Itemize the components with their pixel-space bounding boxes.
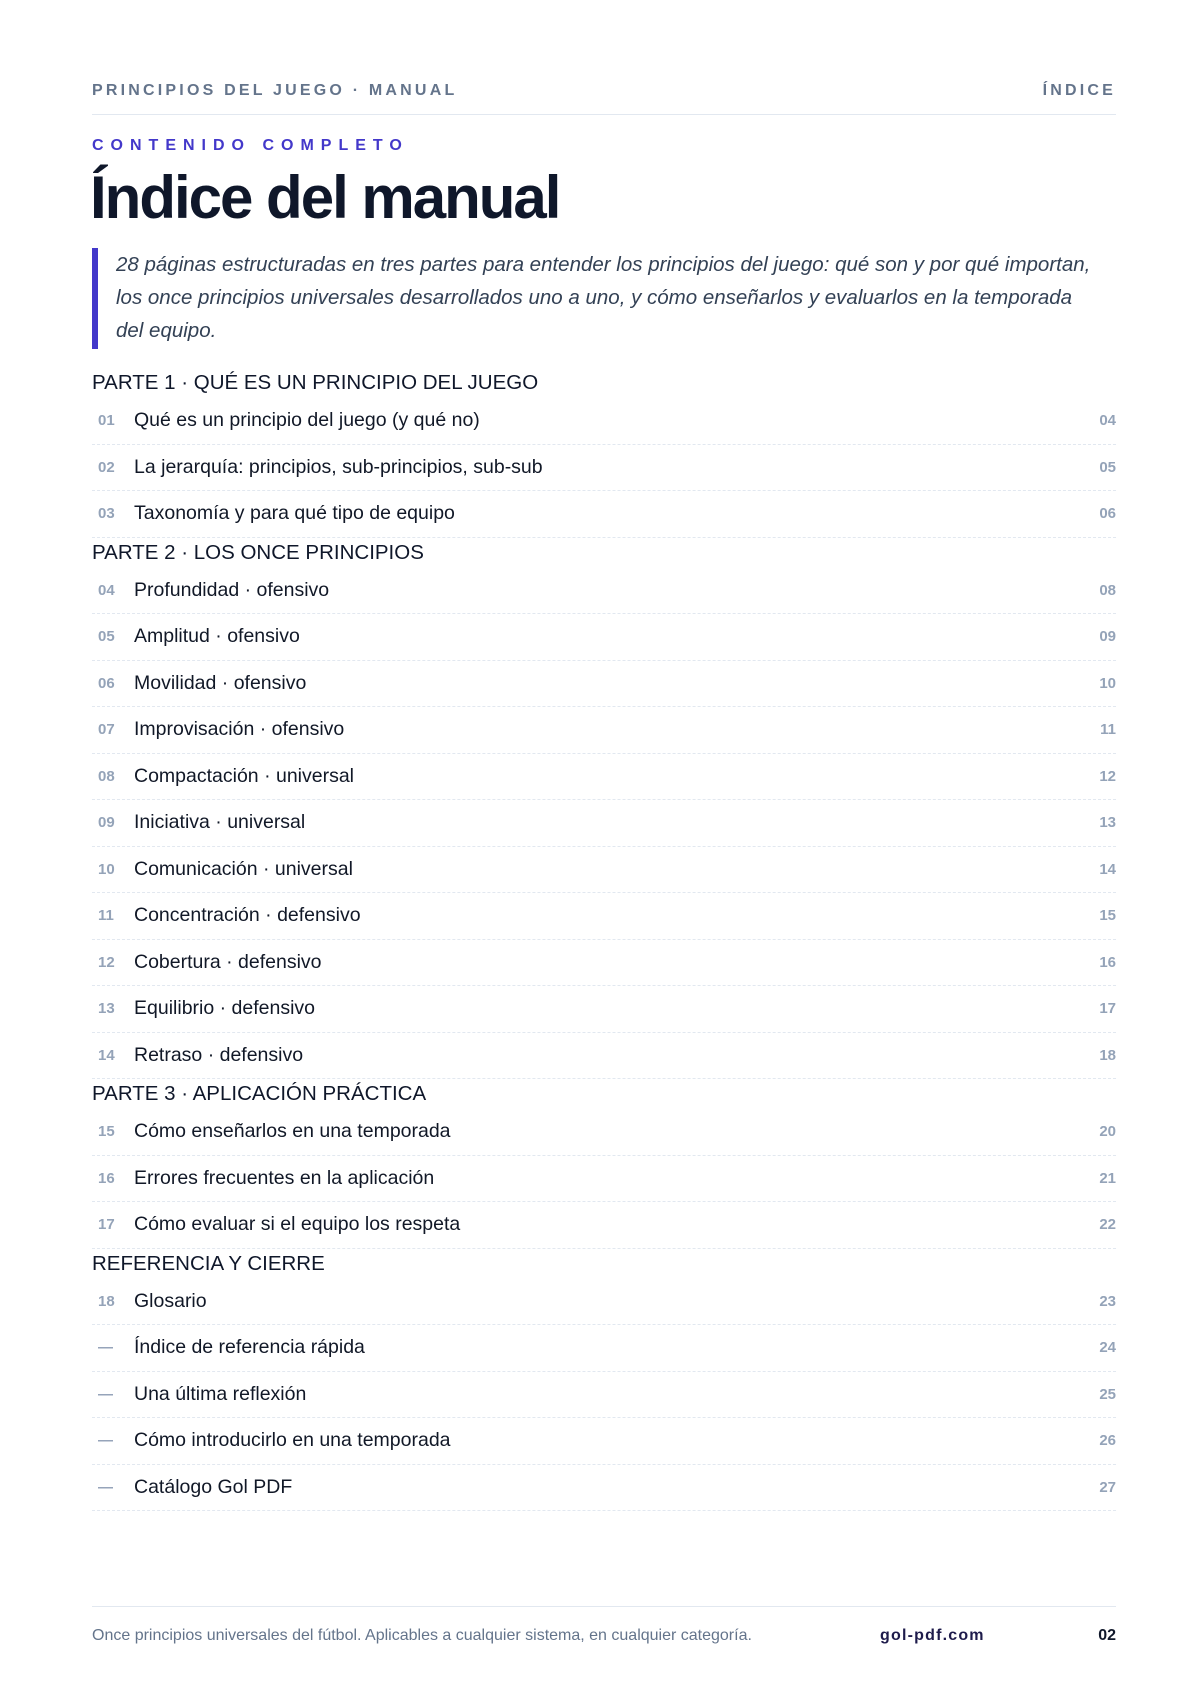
toc-entry-number: 07	[98, 721, 115, 739]
toc-entry[interactable]	[92, 491, 1116, 538]
toc-entry-title: Taxonomía y para qué tipo de equipo	[134, 502, 455, 525]
toc-entry[interactable]	[92, 568, 1116, 615]
toc-entry-title: Cómo evaluar si el equipo los respeta	[134, 1213, 461, 1236]
toc-entry-page: 04	[1099, 412, 1116, 430]
page-title: Índice del manual	[90, 164, 560, 231]
toc-entry-title: Retraso · defensivo	[134, 1043, 304, 1066]
toc-entry-page: 09	[1099, 628, 1116, 646]
toc-entry[interactable]	[92, 1202, 1116, 1249]
toc-entry-title: Equilibrio · defensivo	[134, 997, 316, 1020]
toc-entry-number: 08	[98, 767, 115, 785]
toc-entry-title: Improvisación · ofensivo	[134, 718, 345, 741]
toc-entry-page: 08	[1099, 581, 1116, 599]
toc-entry-number: 17	[98, 1216, 115, 1234]
toc-entry-title: Una última reflexión	[134, 1382, 307, 1405]
toc-entry-title: La jerarquía: principios, sub-principios, sub-sub	[134, 455, 543, 478]
footer-site-link[interactable]: gol-pdf.com	[880, 1627, 985, 1644]
toc-entry-page: 27	[1099, 1478, 1116, 1496]
toc-entry-page: 06	[1099, 505, 1116, 523]
document-page	[92, 0, 1116, 1698]
toc-entry-number: 04	[98, 581, 115, 599]
toc-entry[interactable]	[92, 1156, 1116, 1203]
toc-entry-title: Comunicación · universal	[134, 857, 353, 880]
toc-entry-number: 06	[98, 674, 115, 692]
toc-entry[interactable]	[92, 940, 1116, 987]
toc-entry-title: Concentración · defensivo	[134, 904, 361, 927]
toc-entry-page: 13	[1099, 814, 1116, 832]
toc-entry[interactable]	[92, 893, 1116, 940]
section-label: ÍNDICE	[1042, 82, 1116, 99]
section-heading: REFERENCIA Y CIERRE	[92, 1251, 325, 1275]
toc-entry[interactable]	[92, 614, 1116, 661]
toc-entry[interactable]	[92, 986, 1116, 1033]
section-heading: PARTE 2 · LOS ONCE PRINCIPIOS	[92, 540, 424, 564]
toc-entry-number: 03	[98, 505, 115, 523]
toc-entry[interactable]	[92, 1465, 1116, 1512]
toc-entry-number: 02	[98, 458, 115, 476]
toc-entry[interactable]	[92, 1418, 1116, 1465]
toc-entry-title: Cómo enseñarlos en una temporada	[134, 1120, 451, 1143]
toc-entry-page: 20	[1099, 1123, 1116, 1141]
toc-entry-number: —	[98, 1385, 113, 1403]
toc-entry-number: 11	[98, 907, 114, 925]
toc-entry[interactable]	[92, 847, 1116, 894]
toc-entry-number: 09	[98, 814, 115, 832]
toc-entry-number: 01	[98, 412, 115, 430]
toc-entry-number: 15	[98, 1123, 115, 1141]
toc-entry[interactable]	[92, 445, 1116, 492]
toc-entry[interactable]	[92, 1325, 1116, 1372]
running-header	[92, 80, 1116, 115]
toc-entry-number: 10	[98, 860, 115, 878]
toc-entry-number: 05	[98, 628, 115, 646]
toc-entry-title: Cómo introducirlo en una temporada	[134, 1429, 451, 1452]
toc-entry-title: Amplitud · ofensivo	[134, 625, 300, 648]
toc-entry-page: 18	[1099, 1046, 1116, 1064]
toc-entry-title: Movilidad · ofensivo	[134, 671, 307, 694]
footer-tagline: Once principios universales del fútbol. Aplicables a cualquier sistema, en cualquier categoría.	[92, 1627, 752, 1644]
toc-entry[interactable]	[92, 1372, 1116, 1419]
toc-entry[interactable]	[92, 398, 1116, 445]
section-heading: PARTE 1 · QUÉ ES UN PRINCIPIO DEL JUEGO	[92, 371, 539, 394]
toc-entry-number: —	[98, 1478, 113, 1496]
toc-entry-number: 13	[98, 1000, 115, 1018]
toc-entry-title: Qué es un principio del juego (y qué no)	[134, 409, 480, 432]
toc-entry-page: 21	[1099, 1169, 1116, 1187]
toc-entry[interactable]	[92, 1109, 1116, 1156]
toc-entry-page: 05	[1099, 458, 1116, 476]
toc-entry[interactable]	[92, 800, 1116, 847]
toc-entry-page: 10	[1099, 674, 1116, 692]
intro-paragraph: 28 páginas estructuradas en tres partes para entender los principios del juego: qué son y por qué importan, los once principios universales desarrollados uno a uno, y cómo enseñarlos y evaluarlos en la temporada del equipo.	[92, 248, 1102, 349]
toc-entry-title: Glosario	[134, 1289, 207, 1312]
toc-entry-page: 26	[1099, 1432, 1116, 1450]
toc-entry-number: 16	[98, 1169, 115, 1187]
toc-entry-page: 23	[1099, 1292, 1116, 1310]
toc-entry-page: 16	[1099, 953, 1116, 971]
toc-entry-page: 12	[1099, 767, 1116, 785]
toc-entry-page: 22	[1099, 1216, 1116, 1234]
toc-entry-title: Catálogo Gol PDF	[134, 1475, 293, 1498]
toc-entry-number: 12	[98, 953, 115, 971]
page-footer	[92, 1606, 1116, 1657]
toc-entry-title: Compactación · universal	[134, 764, 355, 787]
toc-entry[interactable]	[92, 1279, 1116, 1326]
toc-entry[interactable]	[92, 754, 1116, 801]
toc-entry-title: Índice de referencia rápida	[134, 1336, 365, 1359]
toc-entry[interactable]	[92, 1033, 1116, 1080]
toc-entry-page: 14	[1099, 860, 1116, 878]
eyebrow-label: CONTENIDO COMPLETO	[92, 137, 409, 154]
toc-entry-page: 24	[1099, 1339, 1116, 1357]
toc-entry-title: Iniciativa · universal	[134, 811, 306, 834]
toc-entry[interactable]	[92, 661, 1116, 708]
toc-entry-number: —	[98, 1339, 113, 1357]
toc-entry-page: 17	[1099, 1000, 1116, 1018]
toc-entry-title: Profundidad · ofensivo	[134, 578, 330, 601]
toc-entry-title: Cobertura · defensivo	[134, 950, 322, 973]
toc-entry-number: 14	[98, 1046, 115, 1064]
toc-entry-page: 11	[1100, 721, 1116, 739]
toc-entry-page: 25	[1099, 1385, 1116, 1403]
toc-entry-page: 15	[1099, 907, 1116, 925]
section-heading: PARTE 3 · APLICACIÓN PRÁCTICA	[92, 1082, 427, 1105]
toc-entry[interactable]	[92, 707, 1116, 754]
running-title: PRINCIPIOS DEL JUEGO · MANUAL	[92, 82, 458, 99]
table-of-contents	[92, 368, 1116, 1511]
page-number: 02	[1098, 1627, 1116, 1644]
toc-entry-number: 18	[98, 1292, 115, 1310]
toc-entry-title: Errores frecuentes en la aplicación	[134, 1166, 435, 1189]
toc-entry-number: —	[98, 1432, 113, 1450]
